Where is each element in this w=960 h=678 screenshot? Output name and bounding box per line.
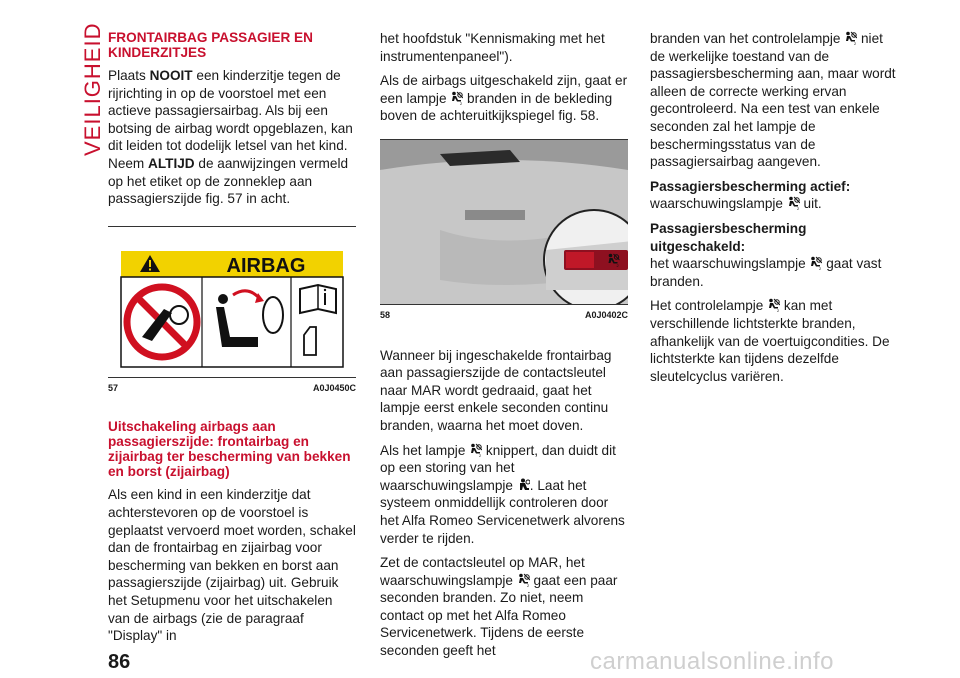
figure-57-caption: 57 A0J0450C xyxy=(108,382,356,393)
airbag-off-icon xyxy=(809,256,822,270)
paragraph-5: Zet de contactsleutel op MAR, het waarschuwingslampje gaat een paar seconden branden. Zo niet, neem contact op met het Alfa Romeo Servicenetwerk. Tijdens de eerste seconden geeft het xyxy=(380,555,618,659)
column-3 xyxy=(650,30,898,392)
airbag-off-icon xyxy=(787,196,800,210)
figure-58 xyxy=(380,139,628,325)
paragraph-1: Plaats NOOIT een kinderzitje tegen de rijrichting in op de voorstoel met een actieve passagiersairbag. Als bij een botsing de airbag wordt opgeblazen, kan dit leiden tot dodelijk letsel van het kind. Neem ALTIJD de aanwijzingen vermeld op het etiket op de zonneklep aan passagierszijde fig. 57 in acht. xyxy=(108,68,353,207)
airbag-warning-icon xyxy=(517,478,530,492)
watermark: carmanualsonline.info xyxy=(590,648,834,675)
side-tab xyxy=(58,22,105,156)
paragraph-1: het hoofdstuk "Kennismaking met het instrumentenpaneel"). xyxy=(380,31,605,64)
figure-57 xyxy=(108,226,356,398)
airbag-off-icon xyxy=(450,91,463,105)
heading-active: Passagiersbescherming actief: xyxy=(650,178,851,194)
paragraph-2: Als een kind in een kinderzitje dat achterstevoren op de voorstoel is geplaatst vervoerd moet worden, schakel dan de frontairbag en zijairbag voor bescherming van bekken en borst aan passagierszijde (zijairbag) uit. Gebruik het Setupmenu voor het uitschakelen van de airbags (zie de paragraaf "Display" in xyxy=(108,487,356,644)
paragraph-2: Als de airbags uitgeschakeld zijn, gaat er een lampje branden in de bekleding boven de achteruitkijkspiegel fig. 58. xyxy=(380,73,628,124)
airbag-label-image xyxy=(108,227,356,377)
subheading: Uitschakeling airbags aan passagierszijde: frontairbag en zijairbag ter bescherming van bekken en borst (zijairbag) xyxy=(108,419,351,480)
paragraph-3: Wanneer bij ingeschakelde frontairbag aan passagierszijde de contactsleutel naar MAR wordt gedraaid, gaat het lampje eerst enkele seconden continu branden, waarna het moet doven. xyxy=(380,347,612,433)
paragraph-4: Als het lampje knippert, dan duidt dit op een storing van het waarschuwingslampje . Laat het systeem onmiddellijk controleren door het Alfa Romeo Servicenetwerk alvorens verder te rijden. xyxy=(380,442,625,546)
airbag-off-icon xyxy=(517,573,530,587)
column-1 xyxy=(108,30,356,652)
paragraph-1: branden van het controlelampje niet de werkelijke toestand van de passagiersbescherming aan, maar wordt alleen de correcte werking ervan gecontroleerd. Na een test van enkele seconden zal het lampje de beschermingsstatus van de passagiersairbag aangeven. xyxy=(650,31,896,170)
section-heading: FRONTAIRBAG PASSAGIER EN KINDERZITJES xyxy=(108,30,313,60)
airbag-label-text: AIRBAG xyxy=(226,254,306,277)
page-number: 86 xyxy=(108,651,131,673)
airbag-off-icon xyxy=(767,298,780,312)
overhead-console-image xyxy=(380,140,628,304)
column-2 xyxy=(380,30,628,667)
airbag-off-icon xyxy=(844,31,857,45)
airbag-off-icon xyxy=(469,443,482,457)
paragraph-2: waarschuwingslampje uit. xyxy=(650,196,822,212)
heading-disabled: Passagiersbescherming uitgeschakeld: xyxy=(650,220,807,254)
side-tab-label: VEILIGHEID xyxy=(80,22,105,156)
paragraph-4: Het controlelampje kan met verschillende lichtsterkte branden, afhankelijk van de voertuigcondities. De lichtsterkte kan tijdens dezelfde sleutelcyclus variëren. xyxy=(650,298,890,384)
paragraph-3: het waarschuwingslampje gaat vast branden. xyxy=(650,256,882,289)
figure-58-caption: 58 A0J0402C xyxy=(380,309,628,320)
